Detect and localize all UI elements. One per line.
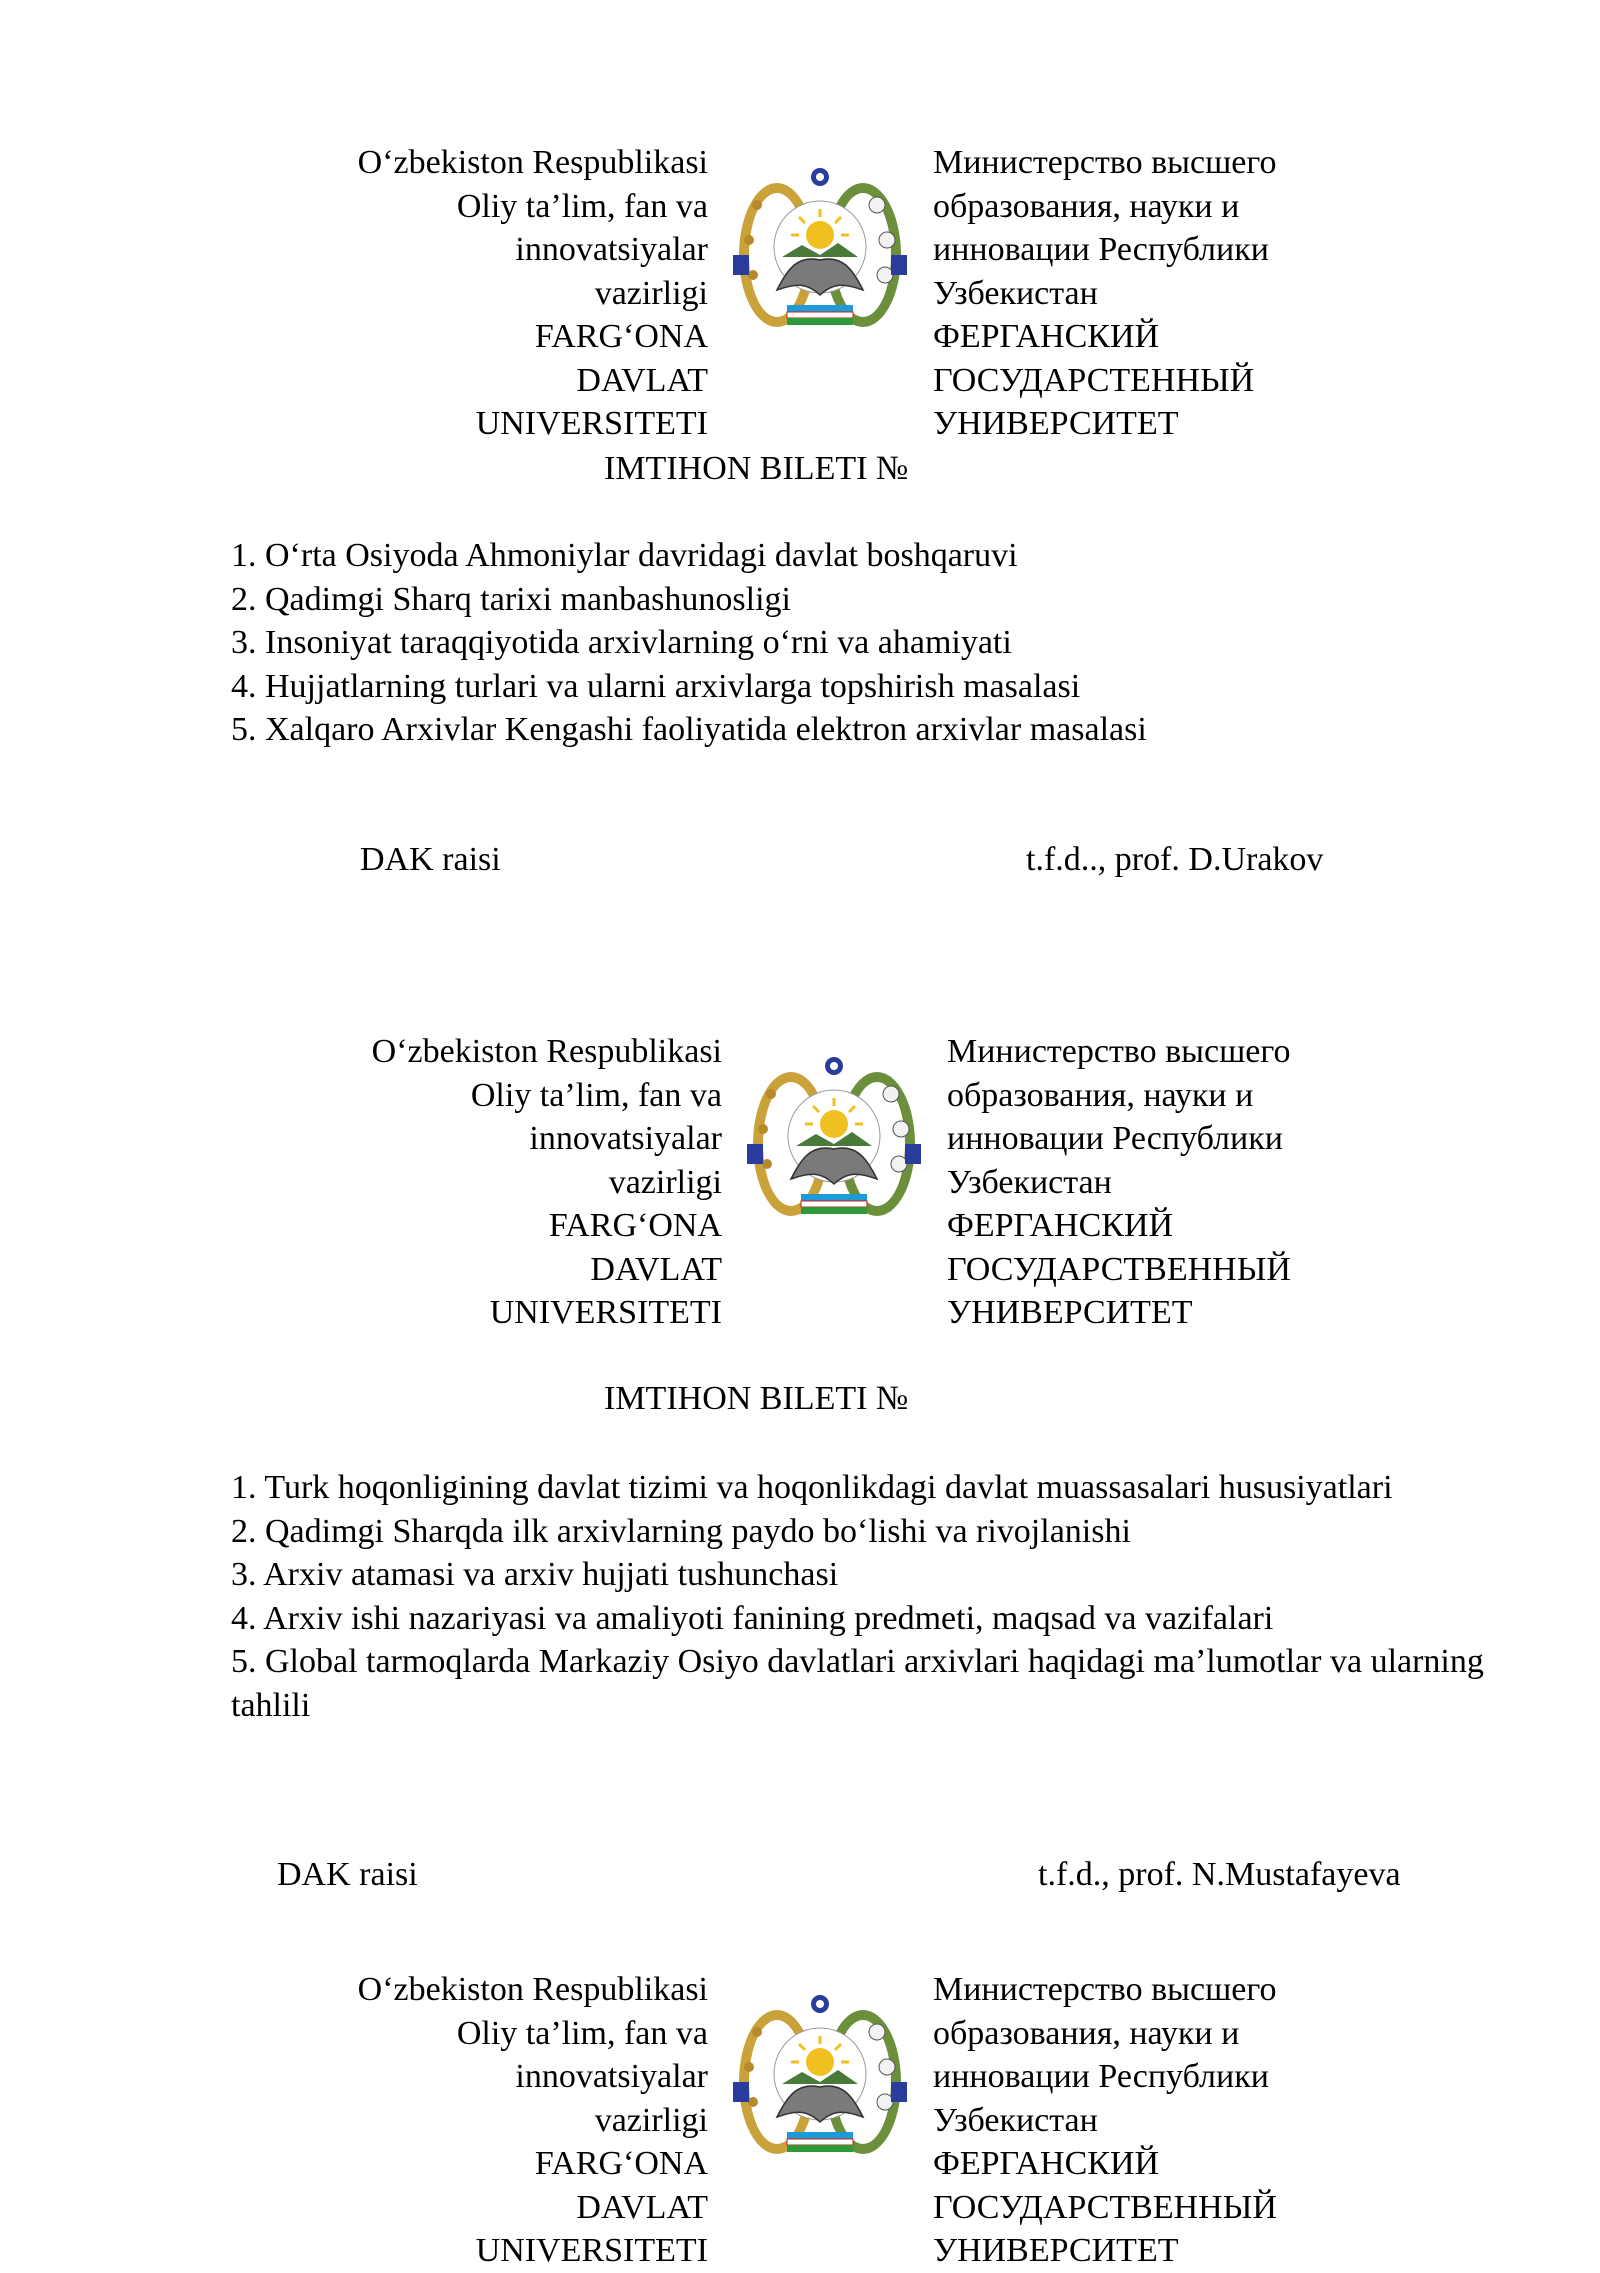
question-item: 3. Arxiv atamasi va arxiv hujjati tushunchasi (231, 1556, 839, 1593)
question-item: 4. Hujjatlarning turlari va ularni arxivlarga topshirish masalasi (231, 667, 1081, 705)
ticket-2-header-right (947, 1030, 1547, 1335)
header-left-line: O‘zbekiston Respublikasi (371, 1033, 722, 1070)
question-item: 2. Qadimgi Sharq tarixi manbashunosligi (231, 580, 791, 618)
header-left-line: vazirligi (608, 1163, 722, 1201)
header-right-line: инновации Республики (947, 1120, 1283, 1157)
header-right-line: Министерство высшего (933, 144, 1277, 181)
ticket-2-header-left (122, 1030, 722, 1335)
header-right-line: ФЕРГАНСКИЙ (947, 1207, 1174, 1244)
header-right-line: образования, науки и (947, 1076, 1254, 1114)
header-left-line: FARG‘ONA (534, 318, 708, 355)
header-right-line: инновации Республики (933, 2058, 1269, 2095)
state-emblem-icon (727, 165, 913, 339)
header-right-line: УНИВЕРСИТЕТ (933, 2232, 1179, 2269)
header-right-line: Узбекистан (933, 274, 1098, 312)
header-right-line: Министерство высшего (947, 1033, 1291, 1070)
ticket-2-signature-name: t.f.d., prof. N.Mustafayeva (1038, 1856, 1401, 1893)
question-item: 2. Qadimgi Sharqda ilk arxivlarning paydo bo‘lishi va rivojlanishi (231, 1512, 1131, 1550)
header-left-line: vazirligi (594, 2101, 708, 2139)
ticket-1-header-right (933, 141, 1533, 446)
header-right-line: инновации Республики (933, 231, 1269, 268)
question-item: 5. Global tarmoqlarda Markaziy Osiyo davlatlari arxivlari haqidagi ma’lumotlar va ularning tahlili (231, 1643, 1484, 1724)
question-item: 1. O‘rta Osiyoda Ahmoniylar davridagi davlat boshqaruvi (231, 537, 1018, 574)
state-emblem-icon (741, 1054, 927, 1228)
state-emblem-icon (727, 1992, 913, 2166)
ticket-1-signature-role: DAK raisi (360, 841, 501, 878)
header-left-line: innovatsiyalar (515, 231, 708, 268)
header-right-line: Узбекистан (933, 2101, 1098, 2139)
header-right-line: ФЕРГАНСКИЙ (933, 2145, 1160, 2182)
header-right-line: ГОСУДАРСТВЕННЫЙ (947, 1250, 1291, 1288)
header-left-line: innovatsiyalar (515, 2058, 708, 2095)
header-left-line: O‘zbekiston Respublikasi (357, 144, 708, 181)
ticket-2-questions (231, 1466, 1531, 1727)
header-right-line: ГОСУДАРСТВЕННЫЙ (933, 2188, 1277, 2226)
question-item: 1. Turk hoqonligining davlat tizimi va hoqonlikdagi davlat muassasalari hususiyatlari (231, 1469, 1393, 1506)
header-right-line: образования, науки и (933, 2014, 1240, 2052)
header-left-line: Oliy ta’lim, fan va (456, 187, 708, 225)
header-left-line: innovatsiyalar (529, 1120, 722, 1157)
header-right-line: УНИВЕРСИТЕТ (947, 1294, 1193, 1331)
header-left-line: DAVLAT (576, 361, 708, 399)
header-right-line: УНИВЕРСИТЕТ (933, 405, 1179, 442)
header-left-line: Oliy ta’lim, fan va (470, 1076, 722, 1114)
header-left-line: UNIVERSITETI (475, 405, 708, 442)
ticket-1-questions (231, 534, 1531, 752)
header-left-line: O‘zbekiston Respublikasi (357, 1971, 708, 2008)
ticket-1-signature-name: t.f.d.., prof. D.Urakov (1026, 841, 1324, 878)
header-left-line: vazirligi (594, 274, 708, 312)
ticket-1-title: IMTIHON BILETI № (604, 450, 909, 487)
header-left-line: Oliy ta’lim, fan va (456, 2014, 708, 2052)
ticket-3-header-left (108, 1968, 708, 2273)
question-item: 4. Arxiv ishi nazariyasi va amaliyoti fanining predmeti, maqsad va vazifalari (231, 1599, 1274, 1637)
header-left-line: FARG‘ONA (534, 2145, 708, 2182)
ticket-2-title: IMTIHON BILETI № (604, 1380, 909, 1417)
header-right-line: Министерство высшего (933, 1971, 1277, 2008)
question-item: 5. Xalqaro Arxivlar Kengashi faoliyatida elektron arxivlar masalasi (231, 711, 1147, 748)
header-left-line: DAVLAT (576, 2188, 708, 2226)
ticket-1-header-left (108, 141, 708, 446)
header-right-line: ГОСУДАРСТЕННЫЙ (933, 361, 1255, 399)
header-right-line: ФЕРГАНСКИЙ (933, 318, 1160, 355)
header-right-line: образования, науки и (933, 187, 1240, 225)
header-left-line: FARG‘ONA (548, 1207, 722, 1244)
header-right-line: Узбекистан (947, 1163, 1112, 1201)
header-left-line: UNIVERSITETI (475, 2232, 708, 2269)
question-item: 3. Insoniyat taraqqiyotida arxivlarning o‘rni va ahamiyati (231, 624, 1012, 661)
ticket-3-header-right (933, 1968, 1533, 2273)
header-left-line: UNIVERSITETI (489, 1294, 722, 1331)
header-left-line: DAVLAT (590, 1250, 722, 1288)
ticket-2-signature-role: DAK raisi (277, 1856, 418, 1893)
